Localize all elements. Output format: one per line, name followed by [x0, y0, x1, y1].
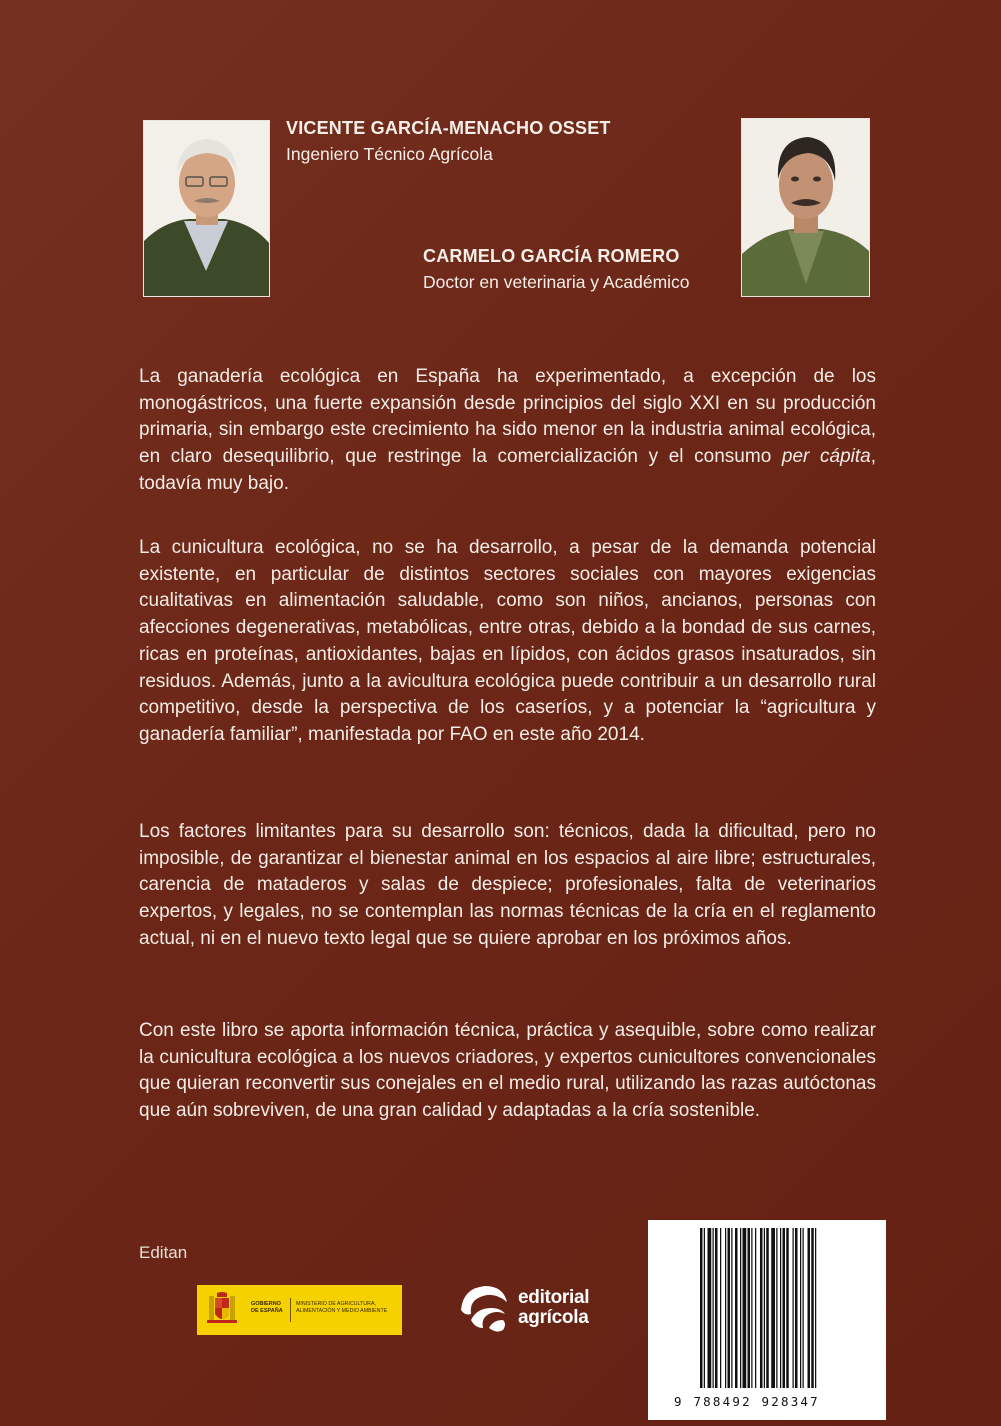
- editorial-line2: agrícola: [518, 1307, 589, 1328]
- editorial-agricola-logo: [455, 1280, 605, 1340]
- synopsis-paragraph-3: Los factores limitantes para su desarrollo son: técnicos, dada la dificultad, pero no imposible, de garantizar el bienestar animal en los espacios al aire libre; estructurales, carencia de mataderos y salas de despiece; profesionales, falta de veterinarios expertos, y legales, no se contemplan las normas técnicas de la cría en el reglamento actual, ni en el nuevo texto legal que se quiere aprobar en los próximos años.: [139, 821, 876, 949]
- author-photo-carmelo: [741, 118, 870, 297]
- author-name-2: CARMELO GARCÍA ROMERO: [423, 246, 680, 266]
- author-name-1: VICENTE GARCÍA-MENACHO OSSET: [286, 118, 611, 138]
- logo-divider: [290, 1298, 291, 1322]
- synopsis-text: La ganadería ecológica en España ha experimentado, a excepción de los monogástricos, una fuerte expansión desde principios del siglo XXI en su producción primaria, sin embargo este crecimiento ha sido menor en la industria animal ecológica, en claro desequilibrio, que restringe la comercialización y el consumo: [139, 366, 876, 468]
- gobierno-espana-logo: [197, 1285, 402, 1335]
- isbn-barcode: [648, 1220, 886, 1420]
- editorial-swirl-icon: [455, 1280, 511, 1336]
- ministerio-text: MINISTERIO DE AGRICULTURA, ALIMENTACIÓN Y MEDIO AMBIENTE: [296, 1301, 388, 1314]
- synopsis-paragraph-1: [139, 364, 876, 498]
- editorial-line1: editorial: [518, 1287, 590, 1308]
- barcode-icon: [698, 1228, 848, 1393]
- synopsis-paragraph-4: Con este libro se aporta información técnica, práctica y asequible, sobre como realizar la cunicultura ecológica a los nuevos criadores, y expertos cunicultores convencionales que quieran reconvertir sus conejales en el medio rural, utilizando las razas autóctonas que aún sobreviven, de una gran calidad y adaptadas a la cría sostenible.: [139, 1020, 876, 1122]
- publishers-label: Editan: [139, 1243, 188, 1262]
- gobierno-text: GOBIERNO DE ESPAÑA: [251, 1301, 283, 1314]
- author-photo-vicente: [143, 120, 270, 297]
- synopsis-text: , todavía muy bajo.: [139, 446, 876, 494]
- coat-of-arms-icon: [207, 1292, 237, 1328]
- isbn-number: 9 788492 928347: [674, 1394, 820, 1409]
- synopsis-italic: per cápita: [781, 446, 871, 468]
- synopsis-paragraph-2: La cunicultura ecológica, no se ha desarrollo, a pesar de la demanda potencial existente, en particular de distintos sectores sociales con mayores exigencias cualitativas en alimentación saludable, como son niños, ancianos, personas con afecciones degenerativas, metabólicas, entre otras, debido a la bondad de sus carnes, ricas en proteínas, antioxidantes, bajas en lípidos, con ácidos grasos insaturados, sin residuos. Además, junto a la avicultura ecológica puede contribuir a un desarrollo rural competitivo, desde la perspectiva de los caseríos, y a potenciar la “agricultura y ganadería familiar”, manifestada por FAO en este año 2014.: [139, 537, 876, 745]
- author-role-1: Ingeniero Técnico Agrícola: [286, 144, 493, 164]
- author-role-2: Doctor en veterinaria y Académico: [423, 272, 690, 292]
